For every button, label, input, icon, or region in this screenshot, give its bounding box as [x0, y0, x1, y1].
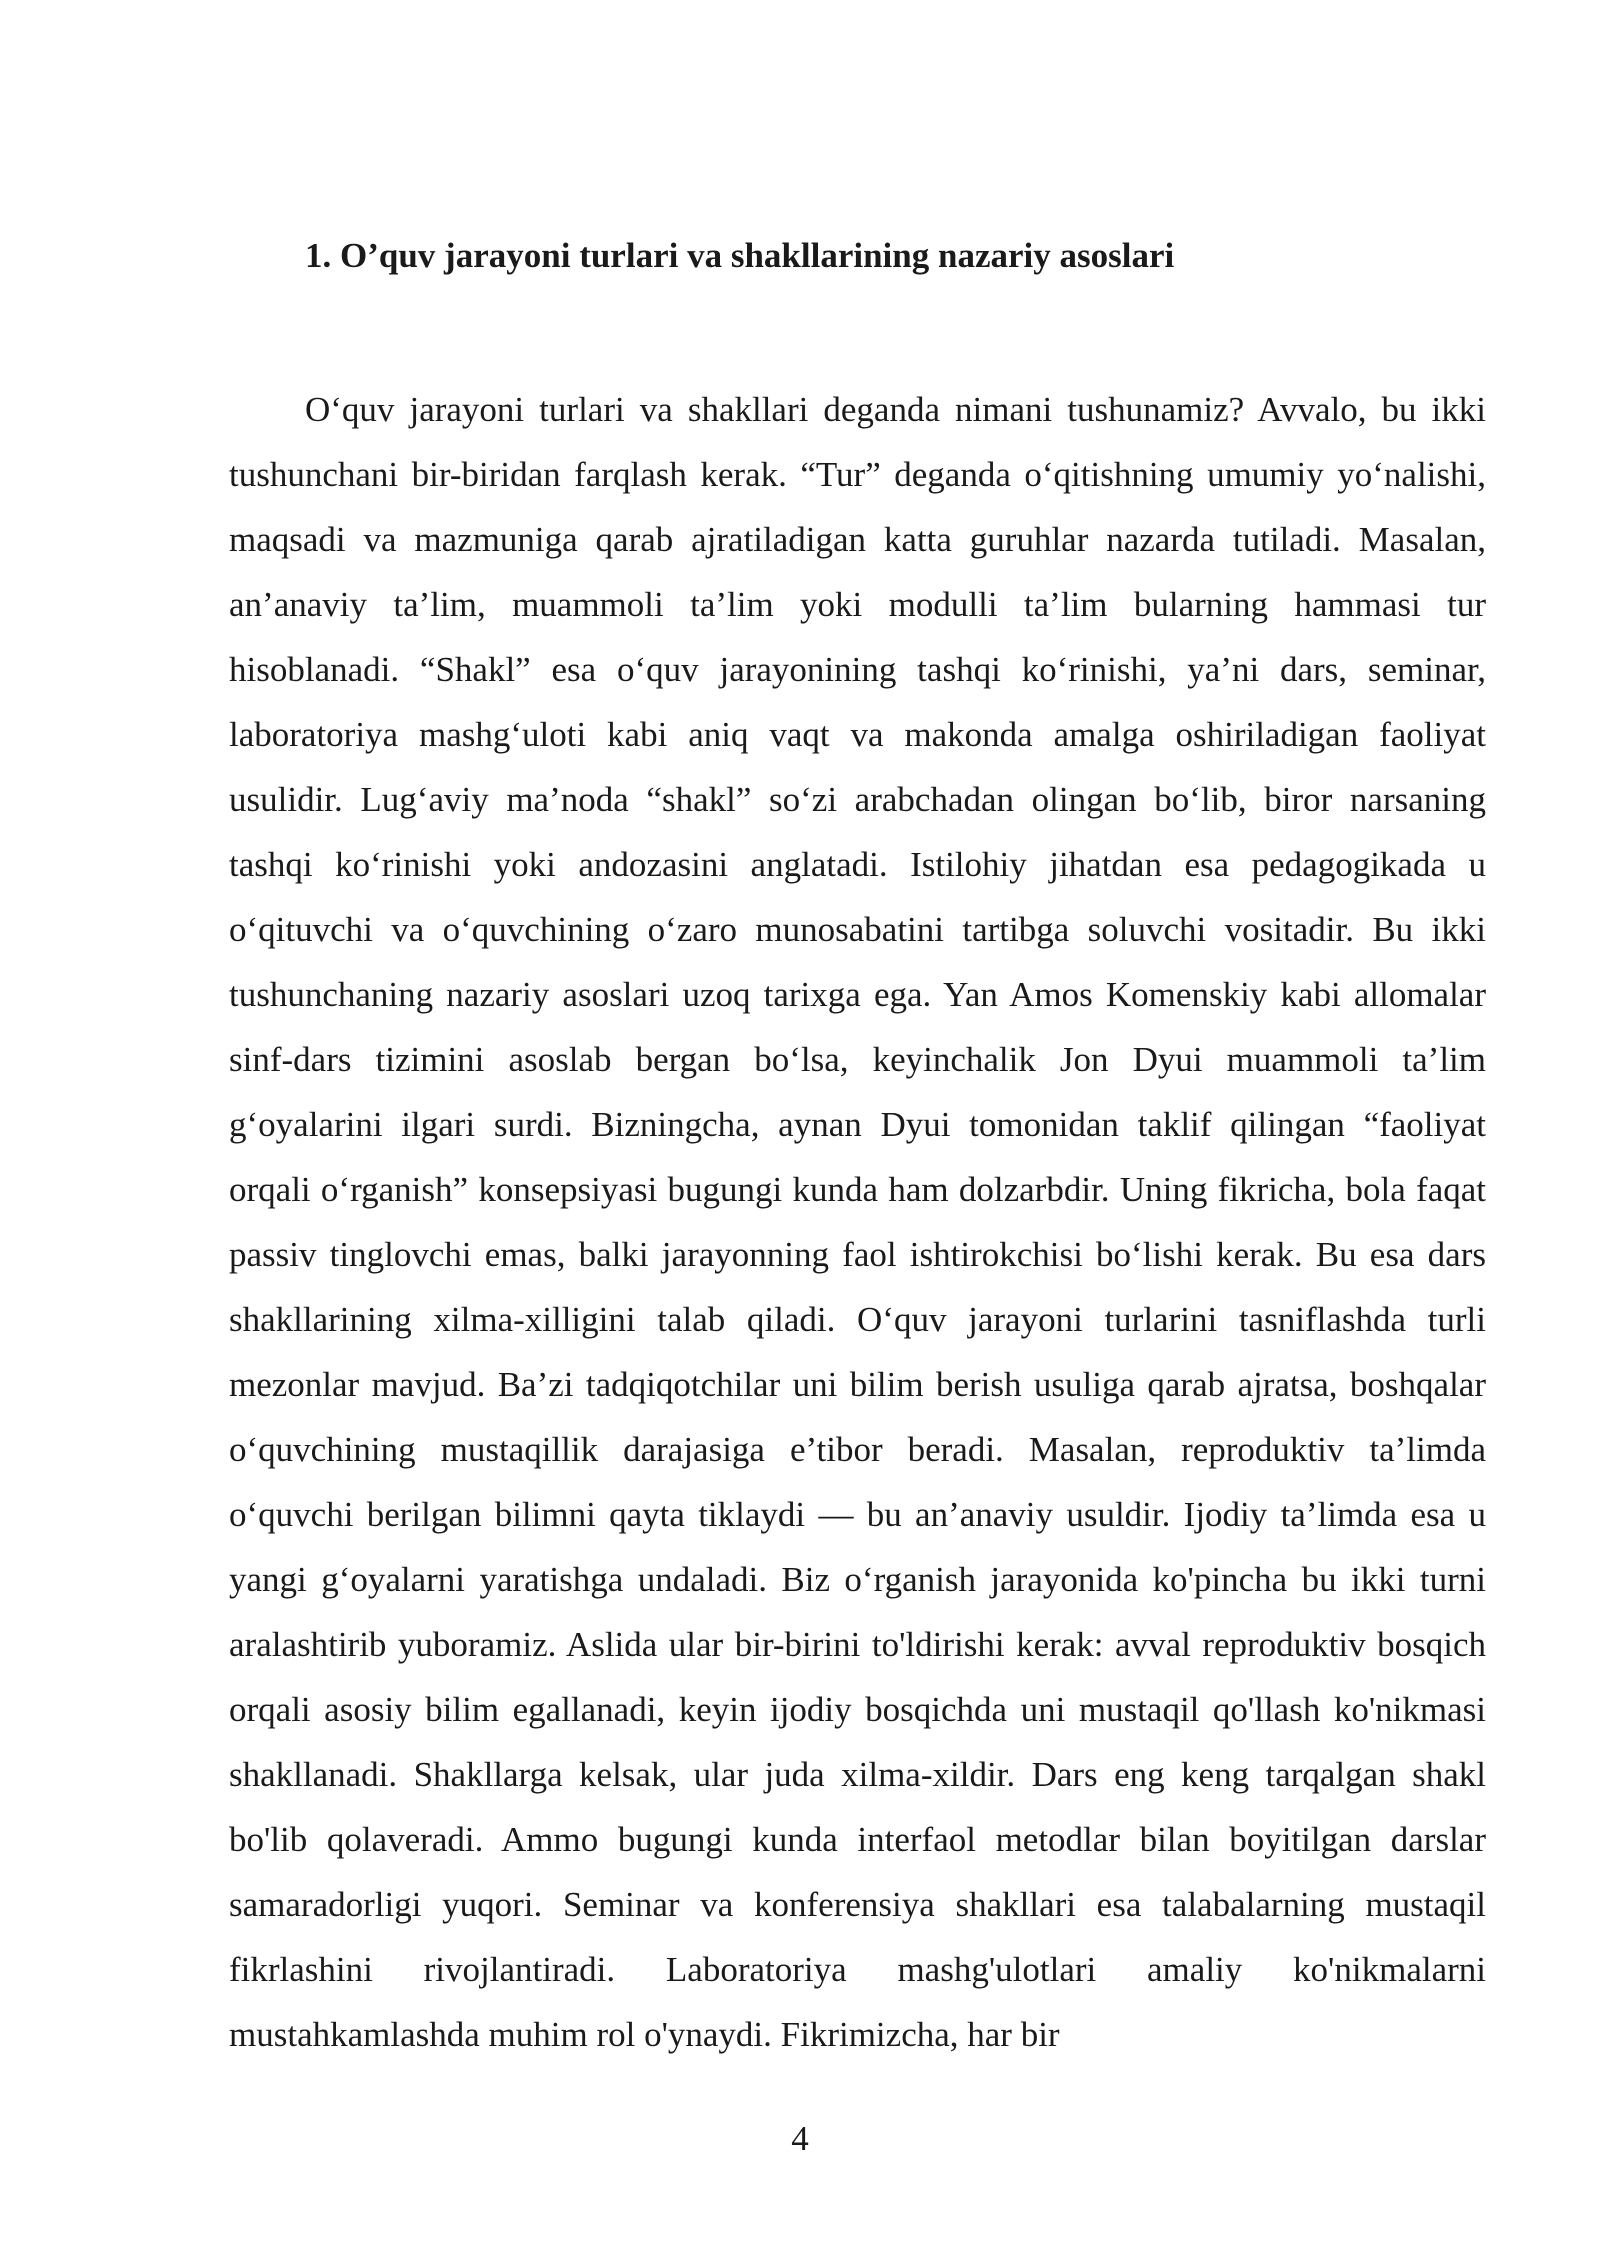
section-heading: 1. O’quv jarayoni turlari va shakllarining nazariy asoslari — [305, 236, 1175, 275]
page-number: 4 — [791, 2119, 809, 2158]
body-paragraph: O‘quv jarayoni turlari va shakllari deganda nimani tushunamiz? Avvalo, bu ikki tushunchani bir-biridan farqlash kerak. “Tur” deganda o‘qitishning umumiy yo‘nalishi, maqsadi va mazmuniga qarab ajratiladigan katta guruhlar nazarda tutiladi. Masalan, an’anaviy ta’lim, muammoli ta’lim yoki modulli ta’lim bularning hammasi tur hisoblanadi. “Shakl” esa o‘quv jarayonining tashqi ko‘rinishi, ya’ni dars, seminar, laboratoriya mashg‘uloti kabi aniq vaqt va makonda amalga oshiriladigan faoliyat usulidir. Lug‘aviy ma’noda “shakl” so‘zi arabchadan olingan bo‘lib, biror narsaning tashqi ko‘rinishi yoki andozasini anglatadi. Istilohiy jihatdan esa pedagogikada u o‘qituvchi va o‘quvchining o‘zaro munosabatini tartibga soluvchi vositadir. Bu ikki tushunchaning nazariy asoslari uzoq tarixga ega. Yan Amos Komenskiy kabi allomalar sinf-dars tizimini asoslab bergan bo‘lsa, keyinchalik Jon Dyui muammoli ta’lim g‘oyalarini ilgari surdi. Bizningcha, aynan Dyui tomonidan taklif qilingan “faoliyat orqali o‘rganish” konsepsiyasi bugungi kunda ham dolzarbdir. Uning fikricha, bola faqat passiv tinglovchi emas, balki jarayonning faol ishtirokchisi bo‘lishi kerak. Bu esa dars shakllarining xilma-xilligini talab qiladi. O‘quv jarayoni turlarini tasniflashda turli mezonlar mavjud. Ba’zi tadqiqotchilar uni bilim berish usuliga qarab ajratsa, boshqalar o‘quvchining mustaqillik darajasiga e’tibor beradi. Masalan, reproduktiv ta’limda o‘quvchi berilgan bilimni qayta tiklaydi — bu an’anaviy usuldir. Ijodiy ta’limda esa u yangi g‘oyalarni yaratishga undaladi. Biz o‘rganish jarayonida ko'pincha bu ikki turni aralashtirib yuboramiz. Aslida ular bir-birini to'ldirishi kerak: avval reproduktiv bosqich orqali asosiy bilim egallanadi, keyin ijodiy bosqichda uni mustaqil qo'llash ko'nikmasi shakllanadi. Shakllarga kelsak, ular juda xilma-xildir. Dars eng keng tarqalgan shakl bo'lib qolaveradi. Ammo bugungi kunda interfaol metodlar bilan boyitilgan darslar samaradorligi yuqori. Seminar va konferensiya shakllari esa talabalarning mustaqil fikrlashini rivojlantiradi. Laboratoriya mashg'ulotlari amaliy ko'nikmalarni mustahkamlashda muhim rol o'ynaydi. Fikrimizcha, har bir — [229, 390, 1486, 2054]
